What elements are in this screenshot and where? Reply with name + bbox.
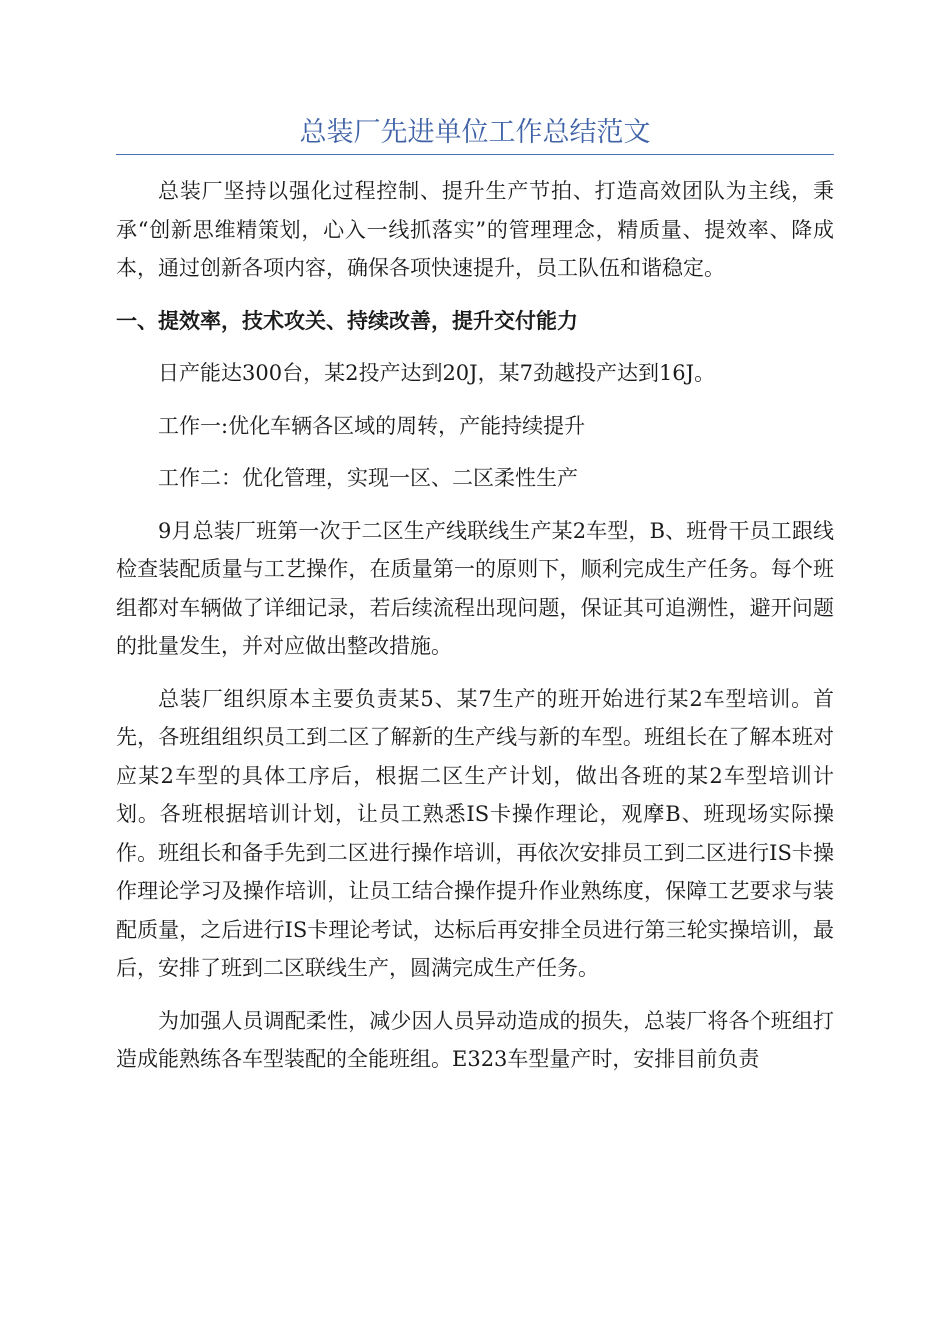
title-underline (116, 154, 834, 155)
document-title: 总装厂先进单位工作总结范文 (299, 117, 651, 148)
september-paragraph: 9月总装厂班第一次于二区生产线联线生产某2车型，B、班骨干员工跟线检查装配质量与工艺操作，在质量第一的原则下，顺利完成生产任务。每个班组都对车辆做了详细记录，若后续流程出现问题，保证其可追溯性，避开问题的批量发生，并对应做出整改措施。 (116, 518, 834, 658)
work-one-paragraph: 工作一:优化车辆各区域的周转，产能持续提升 (158, 413, 586, 438)
work-two-paragraph: 工作二：优化管理，实现一区、二区柔性生产 (158, 466, 578, 490)
flexible-staffing-paragraph: 为加强人员调配柔性，减少因人员异动造成的损失，总装厂将各个班组打造成能熟练各车型装配的全能班组。E323车型量产时，安排目前负责 (116, 1008, 834, 1071)
training-paragraph: 总装厂组织原本主要负责某5、某7生产的班开始进行某2车型培训。首先，各班组组织员工到二区了解新的生产线与新的车型。班组长在了解本班对应某2车型的具体工序后，根据二区生产计划，做出各班的某2车型培训计划。各班根据培训计划，让员工熟悉IS卡操作理论，观摩B、班现场实际操作。班组长和备手先到二区进行操作培训，再依次安排员工到二区进行IS卡操作理论学习及操作培训，让员工结合操作提升作业熟练度，保障工艺要求与装配质量，之后进行IS卡理论考试，达标后再安排全员进行第三轮实操培训，最后，安排了班到二区联线生产，圆满完成生产任务。 (116, 686, 834, 980)
capacity-paragraph: 日产能达300台，某2投产达到20J，某7劲越投产达到16J。 (158, 361, 716, 385)
intro-paragraph: 总装厂坚持以强化过程控制、提升生产节拍、打造高效团队为主线，秉承“创新思维精策划，心入一线抓落实”的管理理念，精质量、提效率、降成本，通过创新各项内容，确保各项快速提升，员工队伍和谐稳定。 (116, 179, 834, 280)
section-heading: 一、提效率，技术攻关、持续改善，提升交付能力 (116, 308, 578, 333)
document-body (116, 172, 834, 1079)
